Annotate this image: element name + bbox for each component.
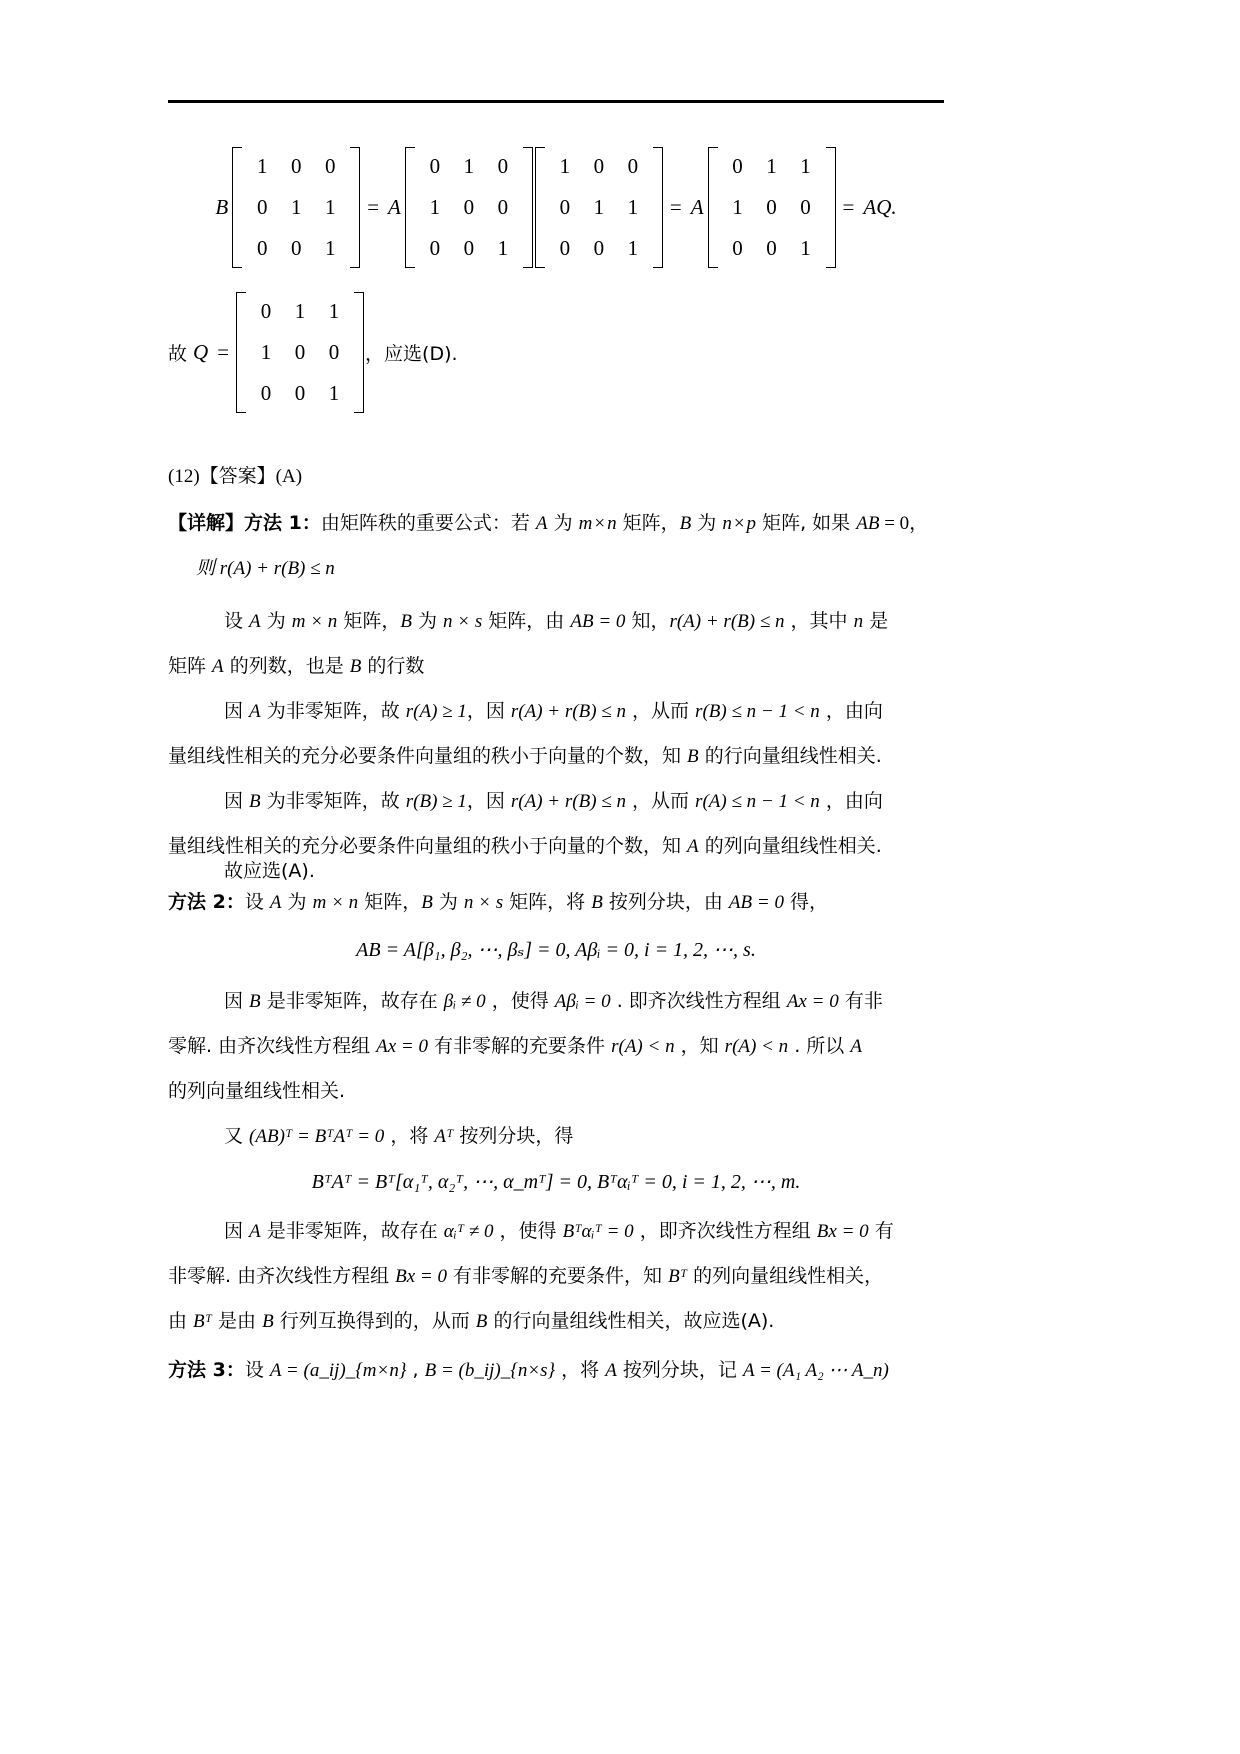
m1-para5 [168, 792, 944, 811]
cell: 0 [290, 154, 302, 178]
result-AQ: AQ. [863, 195, 897, 219]
var-B: B [349, 656, 362, 677]
alpha-nonzero: αᵢᵀ ≠ 0 [443, 1221, 494, 1242]
a-beta-zero: Aβᵢ = 0 [554, 991, 611, 1012]
var-m: m [578, 513, 593, 534]
times-1: × [594, 513, 606, 534]
matrix-1 [232, 147, 360, 268]
cell: 0 [463, 236, 475, 260]
cell: 1 [290, 195, 302, 219]
t: ，将 [384, 1125, 435, 1147]
bracket-right [523, 147, 533, 268]
var-A: A [850, 1036, 862, 1057]
t: 行列互换得到的，从而 [273, 1310, 476, 1332]
var-A: A [249, 701, 261, 722]
m1-para6 [168, 837, 944, 856]
cell: 0 [290, 236, 302, 260]
t: 有非 [838, 990, 883, 1012]
var-B: B [400, 611, 412, 632]
m2-para7 [168, 1312, 944, 1331]
var-A: A [605, 1360, 617, 1381]
dim-ns: n × s [463, 892, 504, 913]
cell: 0 [429, 236, 441, 260]
t: ，其中 [784, 610, 854, 632]
m1-para7-conclusion [168, 862, 944, 881]
beta-nonzero: βᵢ ≠ 0 [443, 991, 486, 1012]
matrix-4 [708, 147, 836, 268]
dim-mn: m × n [291, 611, 338, 632]
t: 矩阵，将 [503, 891, 592, 913]
answer-suffix-d: ，应选(D). [365, 343, 458, 365]
rank-a-lt-n-2: r(A) < n [724, 1036, 789, 1057]
t: 矩阵 [168, 655, 213, 677]
var-n: n [607, 513, 617, 534]
t: ，使得 [493, 1220, 563, 1242]
m1-l1-d: 为 [691, 512, 723, 534]
m2-para2 [168, 1037, 944, 1056]
matrix-lead-symbol-B: B [215, 195, 229, 219]
answer-label: 【答案】 [199, 465, 276, 487]
t: 因 [224, 1220, 250, 1242]
t: 为非零矩阵，故 [260, 700, 406, 722]
method3-colon: ： [225, 1359, 245, 1381]
matrix-q [236, 292, 364, 413]
cell: 1 [294, 299, 306, 323]
prefix-gu: 故 [168, 343, 188, 365]
b-transpose: Bᵀ [668, 1266, 688, 1287]
m2-para4 [168, 1127, 944, 1146]
t: . 即齐次线性方程组 [610, 990, 787, 1012]
var-A: A [249, 611, 261, 632]
symbol-Q: Q [193, 340, 209, 364]
var-B2: B [475, 1311, 488, 1332]
cell: 1 [593, 195, 605, 219]
var-A: A [535, 513, 548, 534]
method2-label: 方法 2 [168, 891, 226, 913]
t: ，从而 [625, 700, 696, 722]
m1-l1-c: 矩阵， [616, 512, 680, 534]
t: 矩阵， [358, 891, 422, 913]
cell: 1 [324, 236, 336, 260]
cell: 0 [766, 236, 777, 260]
t: 为 [411, 610, 444, 632]
var-B2: B [591, 892, 603, 913]
cell: 1 [429, 195, 441, 219]
factor-A-2: A [690, 195, 704, 219]
cell: 1 [260, 340, 272, 364]
t: 量组线性相关的充分必要条件向量组的秩小于向量的个数，知 [168, 835, 688, 857]
explanation-method1-line1 [168, 514, 944, 533]
cell: 0 [497, 195, 509, 219]
bracket-right [350, 147, 360, 268]
rank-ineq: r(A) + r(B) ≤ n [669, 611, 785, 632]
m2-para3 [168, 1082, 944, 1101]
cell: 0 [260, 299, 272, 323]
t: ，使得 [485, 990, 555, 1012]
m2-para6 [168, 1267, 944, 1286]
m1-para4 [168, 747, 944, 766]
var-B: B [262, 1311, 274, 1332]
cell: 1 [800, 236, 811, 260]
m1-para1 [168, 612, 944, 631]
t: 零解. 由齐次线性方程组 [168, 1035, 377, 1057]
rank-a-lt-n: r(A) < n [611, 1036, 675, 1057]
ax-zero: Ax = 0 [376, 1036, 428, 1057]
t: 有 [868, 1220, 894, 1242]
cell: 0 [256, 195, 268, 219]
equals-sign-1: = [367, 195, 380, 219]
explanation-tag: 【详解】 [168, 512, 245, 534]
cell: 1 [627, 236, 639, 260]
cell: 0 [497, 154, 509, 178]
b-transpose: Bᵀ [193, 1311, 212, 1332]
rank-sum: r(A) + r(B) ≤ n [510, 791, 626, 812]
cell: 0 [593, 236, 605, 260]
expr-AB: AB [856, 513, 880, 534]
cell: 0 [732, 236, 743, 260]
cell: 1 [256, 154, 268, 178]
method2-equation-1 [168, 940, 944, 960]
t: 因 [224, 700, 250, 722]
var-B: B [679, 513, 692, 534]
var-B: B [249, 991, 261, 1012]
t: 设 [224, 610, 250, 632]
bx-zero: Bx = 0 [395, 1266, 447, 1287]
var-n2: n [722, 513, 732, 534]
t: 又 [224, 1125, 250, 1147]
m1-para2 [168, 657, 944, 676]
var-n: n [853, 611, 864, 632]
cell: 1 [463, 154, 475, 178]
t: ，由向 [819, 790, 883, 812]
cell: 0 [328, 340, 340, 364]
m1-l1-e: 矩阵, 如果 [756, 512, 857, 534]
bt-alpha-zero: Bᵀαᵢᵀ = 0 [562, 1221, 634, 1242]
matrix-q-cells [246, 292, 354, 413]
t: 量组线性相关的充分必要条件向量组的秩小于向量的个数，知 [168, 745, 688, 767]
matrix-2-cells [415, 147, 523, 268]
bracket-left [535, 147, 545, 268]
t: 为 [281, 891, 313, 913]
bx-zero: Bx = 0 [816, 1221, 869, 1242]
a-transpose: Aᵀ [434, 1126, 454, 1147]
t: 矩阵，由 [482, 610, 571, 632]
dim-mn: m × n [312, 892, 359, 913]
t: 为 [432, 891, 464, 913]
spacer [168, 413, 944, 467]
rank-sum: r(A) + r(B) ≤ n [510, 701, 626, 722]
t: ，由向 [819, 700, 883, 722]
cell: 0 [294, 340, 306, 364]
t: 知， [625, 610, 670, 632]
m2-para1 [168, 992, 944, 1011]
method2-colon: ： [225, 891, 245, 913]
t: 有非零解的充要条件 [428, 1035, 612, 1057]
var-A: A [687, 836, 699, 857]
rank-a-lt-n: r(A) ≤ n − 1 < n [695, 791, 820, 812]
bracket-right [354, 292, 364, 413]
cell: 0 [627, 154, 639, 178]
t: 是由 [212, 1310, 263, 1332]
b-entries: B = (b_ij)_{n×s} [424, 1360, 556, 1381]
rank-a-ge1: r(A) ≥ 1 [405, 701, 467, 722]
cell: 0 [732, 154, 743, 178]
method2-equation-2 [168, 1172, 944, 1192]
m1-l1-a: 由矩阵秩的重要公式：若 [320, 512, 536, 534]
bracket-left [708, 147, 718, 268]
t: ，知 [674, 1035, 725, 1057]
equation-q-result [168, 292, 944, 413]
t: ，从而 [625, 790, 696, 812]
rank-b-lt-n: r(B) ≤ n − 1 < n [695, 701, 820, 722]
t: 按列分块，记 [616, 1359, 743, 1381]
matrix-4-cells [718, 147, 826, 268]
t: 的列向量组线性相关， [687, 1265, 884, 1287]
factor-A-1: A [388, 195, 401, 219]
t: 矩阵， [337, 610, 401, 632]
cell: 0 [559, 195, 571, 219]
t: 的行向量组线性相关. [698, 745, 882, 767]
cell: 1 [559, 154, 571, 178]
expr-AB0: AB = 0 [570, 611, 626, 632]
equals-sign-3: = [842, 195, 855, 219]
t: ，将 [555, 1359, 606, 1381]
m1-para3 [168, 702, 944, 721]
bracket-right [826, 147, 836, 268]
t: 按列分块，得 [453, 1125, 574, 1147]
var-B: B [421, 892, 433, 913]
t: 设 [244, 1359, 270, 1381]
ax-zero: Ax = 0 [786, 991, 839, 1012]
t: 非零解. 由齐次线性方程组 [168, 1265, 396, 1287]
equals-sign-2: = [669, 195, 682, 219]
t: 是非零矩阵，故存在 [260, 1220, 444, 1242]
t: 为非零矩阵，故 [260, 790, 406, 812]
t: 有非零解的充要条件，知 [447, 1265, 669, 1287]
cell: 0 [559, 236, 571, 260]
method2-line1 [168, 893, 944, 912]
t: 的行向量组线性相关，故应选(A). [487, 1310, 775, 1332]
t: 故应选(A). [224, 860, 315, 882]
t: 的列数，也是 [223, 655, 350, 677]
cell: 0 [800, 195, 811, 219]
cell: 0 [463, 195, 475, 219]
block-column-equation: AB = A[β₁, β₂, ⋯, βₛ] = 0, Aβᵢ = 0, i = 1, 2, ⋯, s. [356, 939, 756, 961]
answer-value: (A) [275, 466, 303, 487]
transpose-identity: (AB)ᵀ = BᵀAᵀ = 0 [249, 1126, 385, 1147]
rank-b-ge1: r(B) ≥ 1 [405, 791, 467, 812]
var-B: B [249, 791, 261, 812]
expr-AB0: AB = 0 [728, 892, 784, 913]
equals-sign: = [217, 340, 230, 364]
method1-colon: ： [301, 512, 321, 534]
t: , [406, 1359, 425, 1381]
t: . 所以 [788, 1035, 851, 1057]
bracket-left [236, 292, 246, 413]
a-column-blocks: A = (A₁ A₂ ⋯ A_n) [742, 1360, 889, 1381]
dim-ns: n × s [443, 611, 483, 632]
t: 设 [244, 891, 270, 913]
cell: 1 [732, 195, 743, 219]
t: 由 [168, 1310, 194, 1332]
t: ，即齐次线性方程组 [633, 1220, 817, 1242]
m1-l1-b: 为 [547, 512, 579, 534]
cell: 1 [800, 154, 811, 178]
t: 的列向量组线性相关. [168, 1080, 346, 1102]
transpose-block-equation: BᵀAᵀ = Bᵀ[α₁ᵀ, α₂ᵀ, ⋯, α_mᵀ] = 0, Bᵀαᵢᵀ = 0, i = 1, 2, ⋯, m. [311, 1171, 801, 1193]
problem-number: (12) [168, 466, 200, 487]
t: 得， [783, 891, 829, 913]
t: 是 [863, 610, 889, 632]
explanation-method1-line2 [168, 559, 944, 578]
t: 的列向量组线性相关. [698, 835, 882, 857]
method1-label: 方法 1 [244, 512, 302, 534]
matrix-3-cells [545, 147, 653, 268]
method3-line1 [168, 1361, 944, 1380]
t: 为 [260, 610, 292, 632]
cell: 0 [260, 381, 272, 405]
t: 按列分块，由 [602, 891, 729, 913]
rank-inequality-1: 则 r(A) + r(B) ≤ n [196, 558, 335, 579]
matrix-3 [535, 147, 663, 268]
t: ，因 [466, 790, 511, 812]
equation-b-factorization [168, 147, 944, 268]
m1-l1-comma: ， [909, 512, 929, 534]
var-A: A [249, 1221, 261, 1242]
matrix-2 [405, 147, 533, 268]
var-p: p [746, 513, 757, 534]
cell: 0 [593, 154, 605, 178]
cell: 1 [497, 236, 509, 260]
var-A: A [212, 656, 224, 677]
cell: 1 [627, 195, 639, 219]
cell: 1 [328, 381, 340, 405]
cell: 0 [766, 195, 777, 219]
t: 因 [224, 790, 250, 812]
method3-label: 方法 3 [168, 1359, 226, 1381]
var-B: B [687, 746, 699, 767]
t: ，因 [466, 700, 511, 722]
cell: 0 [324, 154, 336, 178]
bracket-left [405, 147, 415, 268]
page-content [168, 100, 944, 1380]
cell: 1 [766, 154, 777, 178]
m2-para5 [168, 1222, 944, 1241]
t: 是非零矩阵，故存在 [260, 990, 444, 1012]
cell: 1 [328, 299, 340, 323]
var-A: A [269, 892, 282, 913]
cell: 1 [324, 195, 336, 219]
cell: 0 [256, 236, 268, 260]
cell: 0 [429, 154, 441, 178]
bracket-left [232, 147, 242, 268]
matrix-1-cells [242, 147, 350, 268]
cell: 0 [294, 381, 306, 405]
t: 因 [224, 990, 250, 1012]
problem-12-answer-line [168, 467, 944, 486]
times-2: × [733, 513, 745, 534]
expr-eq0: = 0 [879, 513, 910, 534]
a-entries: A = (a_ij)_{m×n} [269, 1360, 407, 1381]
header-rule [168, 100, 944, 103]
bracket-right [653, 147, 663, 268]
t: 的行数 [361, 655, 425, 677]
